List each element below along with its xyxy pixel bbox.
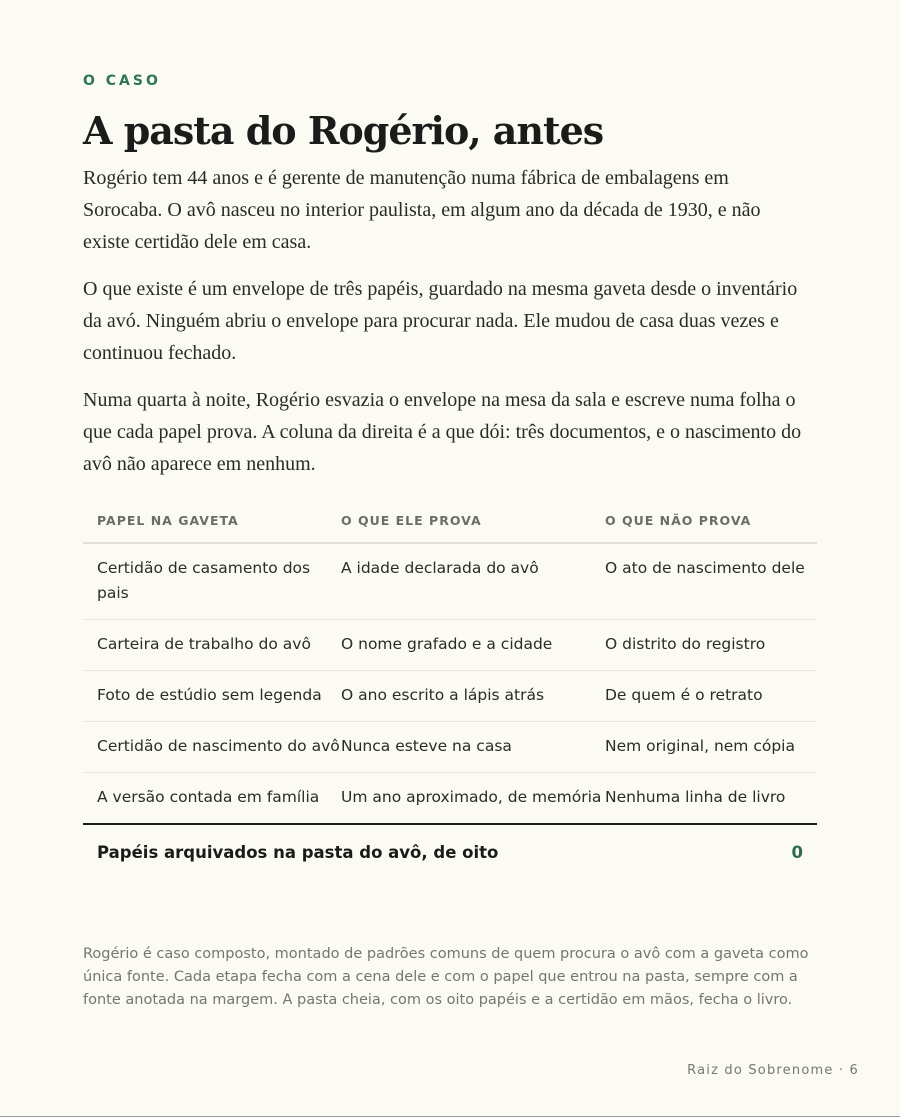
paragraph-2: O que existe é um envelope de três papéis, guardado na mesma gaveta desde o inventário da avó. Ninguém abriu o envelope para procurar nada. Ele mudou de casa duas vezes e continuou fechado. xyxy=(83,278,798,364)
cell-prova: O nome grafado e a cidade xyxy=(341,635,553,653)
cell-papel: A versão contada em família xyxy=(97,788,320,806)
documents-table xyxy=(83,498,817,879)
cell-prova: Um ano aproximado, de memória xyxy=(341,788,602,806)
body-text xyxy=(83,162,811,495)
total-label: Papéis arquivados na pasta do avô, de oito xyxy=(97,842,499,862)
table-row xyxy=(83,671,817,722)
cell-papel: Foto de estúdio sem legenda xyxy=(97,686,322,704)
table-header xyxy=(83,498,817,544)
table-row xyxy=(83,620,817,671)
page-title: A pasta do Rogério, antes xyxy=(83,108,604,153)
section-eyebrow: O CASO xyxy=(83,73,161,89)
cell-nao-prova: Nem original, nem cópia xyxy=(605,737,795,755)
cell-papel: Certidão de nascimento do avô xyxy=(97,737,340,755)
cell-nao-prova: O distrito do registro xyxy=(605,635,766,653)
cell-papel: Certidão de casamento dos pais xyxy=(97,559,311,602)
header-papel: PAPEL NA GAVETA xyxy=(97,512,239,528)
table-row xyxy=(83,544,817,620)
header-prova: O QUE ELE PROVA xyxy=(341,512,482,528)
cell-nao-prova: Nenhuma linha de livro xyxy=(605,788,786,806)
page-footer: Raiz do Sobrenome · 6 xyxy=(687,1063,859,1078)
cell-prova: O ano escrito a lápis atrás xyxy=(341,686,545,704)
cell-papel: Carteira de trabalho do avô xyxy=(97,635,311,653)
table-total-row xyxy=(83,823,817,879)
cell-prova: A idade declarada do avô xyxy=(341,559,539,577)
paragraph-1: Rogério tem 44 anos e é gerente de manutenção numa fábrica de embalagens em Sorocaba. O avô nasceu no interior paulista, em algum ano da década de 1930, e não existe certidão dele em casa. xyxy=(83,167,761,253)
table-row xyxy=(83,773,817,823)
cell-prova: Nunca esteve na casa xyxy=(341,737,512,755)
cell-nao-prova: O ato de nascimento dele xyxy=(605,559,805,577)
footnote: Rogério é caso composto, montado de padrões comuns de quem procura o avô com a gaveta como única fonte. Cada etapa fecha com a cena dele e com o papel que entrou na pasta, sempre com a fonte anotada na margem. A pasta cheia, com os oito papéis e a certidão em mãos, fecha o livro. xyxy=(83,946,809,1008)
header-nao-prova: O QUE NÃO PROVA xyxy=(605,512,752,528)
total-value: 0 xyxy=(791,842,803,862)
paragraph-3: Numa quarta à noite, Rogério esvazia o envelope na mesa da sala e escreve numa folha o que cada papel prova. A coluna da direita é a que dói: três documentos, e o nascimento do avô não aparece em nenhum. xyxy=(83,389,802,475)
table-row xyxy=(83,722,817,773)
cell-nao-prova: De quem é o retrato xyxy=(605,686,763,704)
